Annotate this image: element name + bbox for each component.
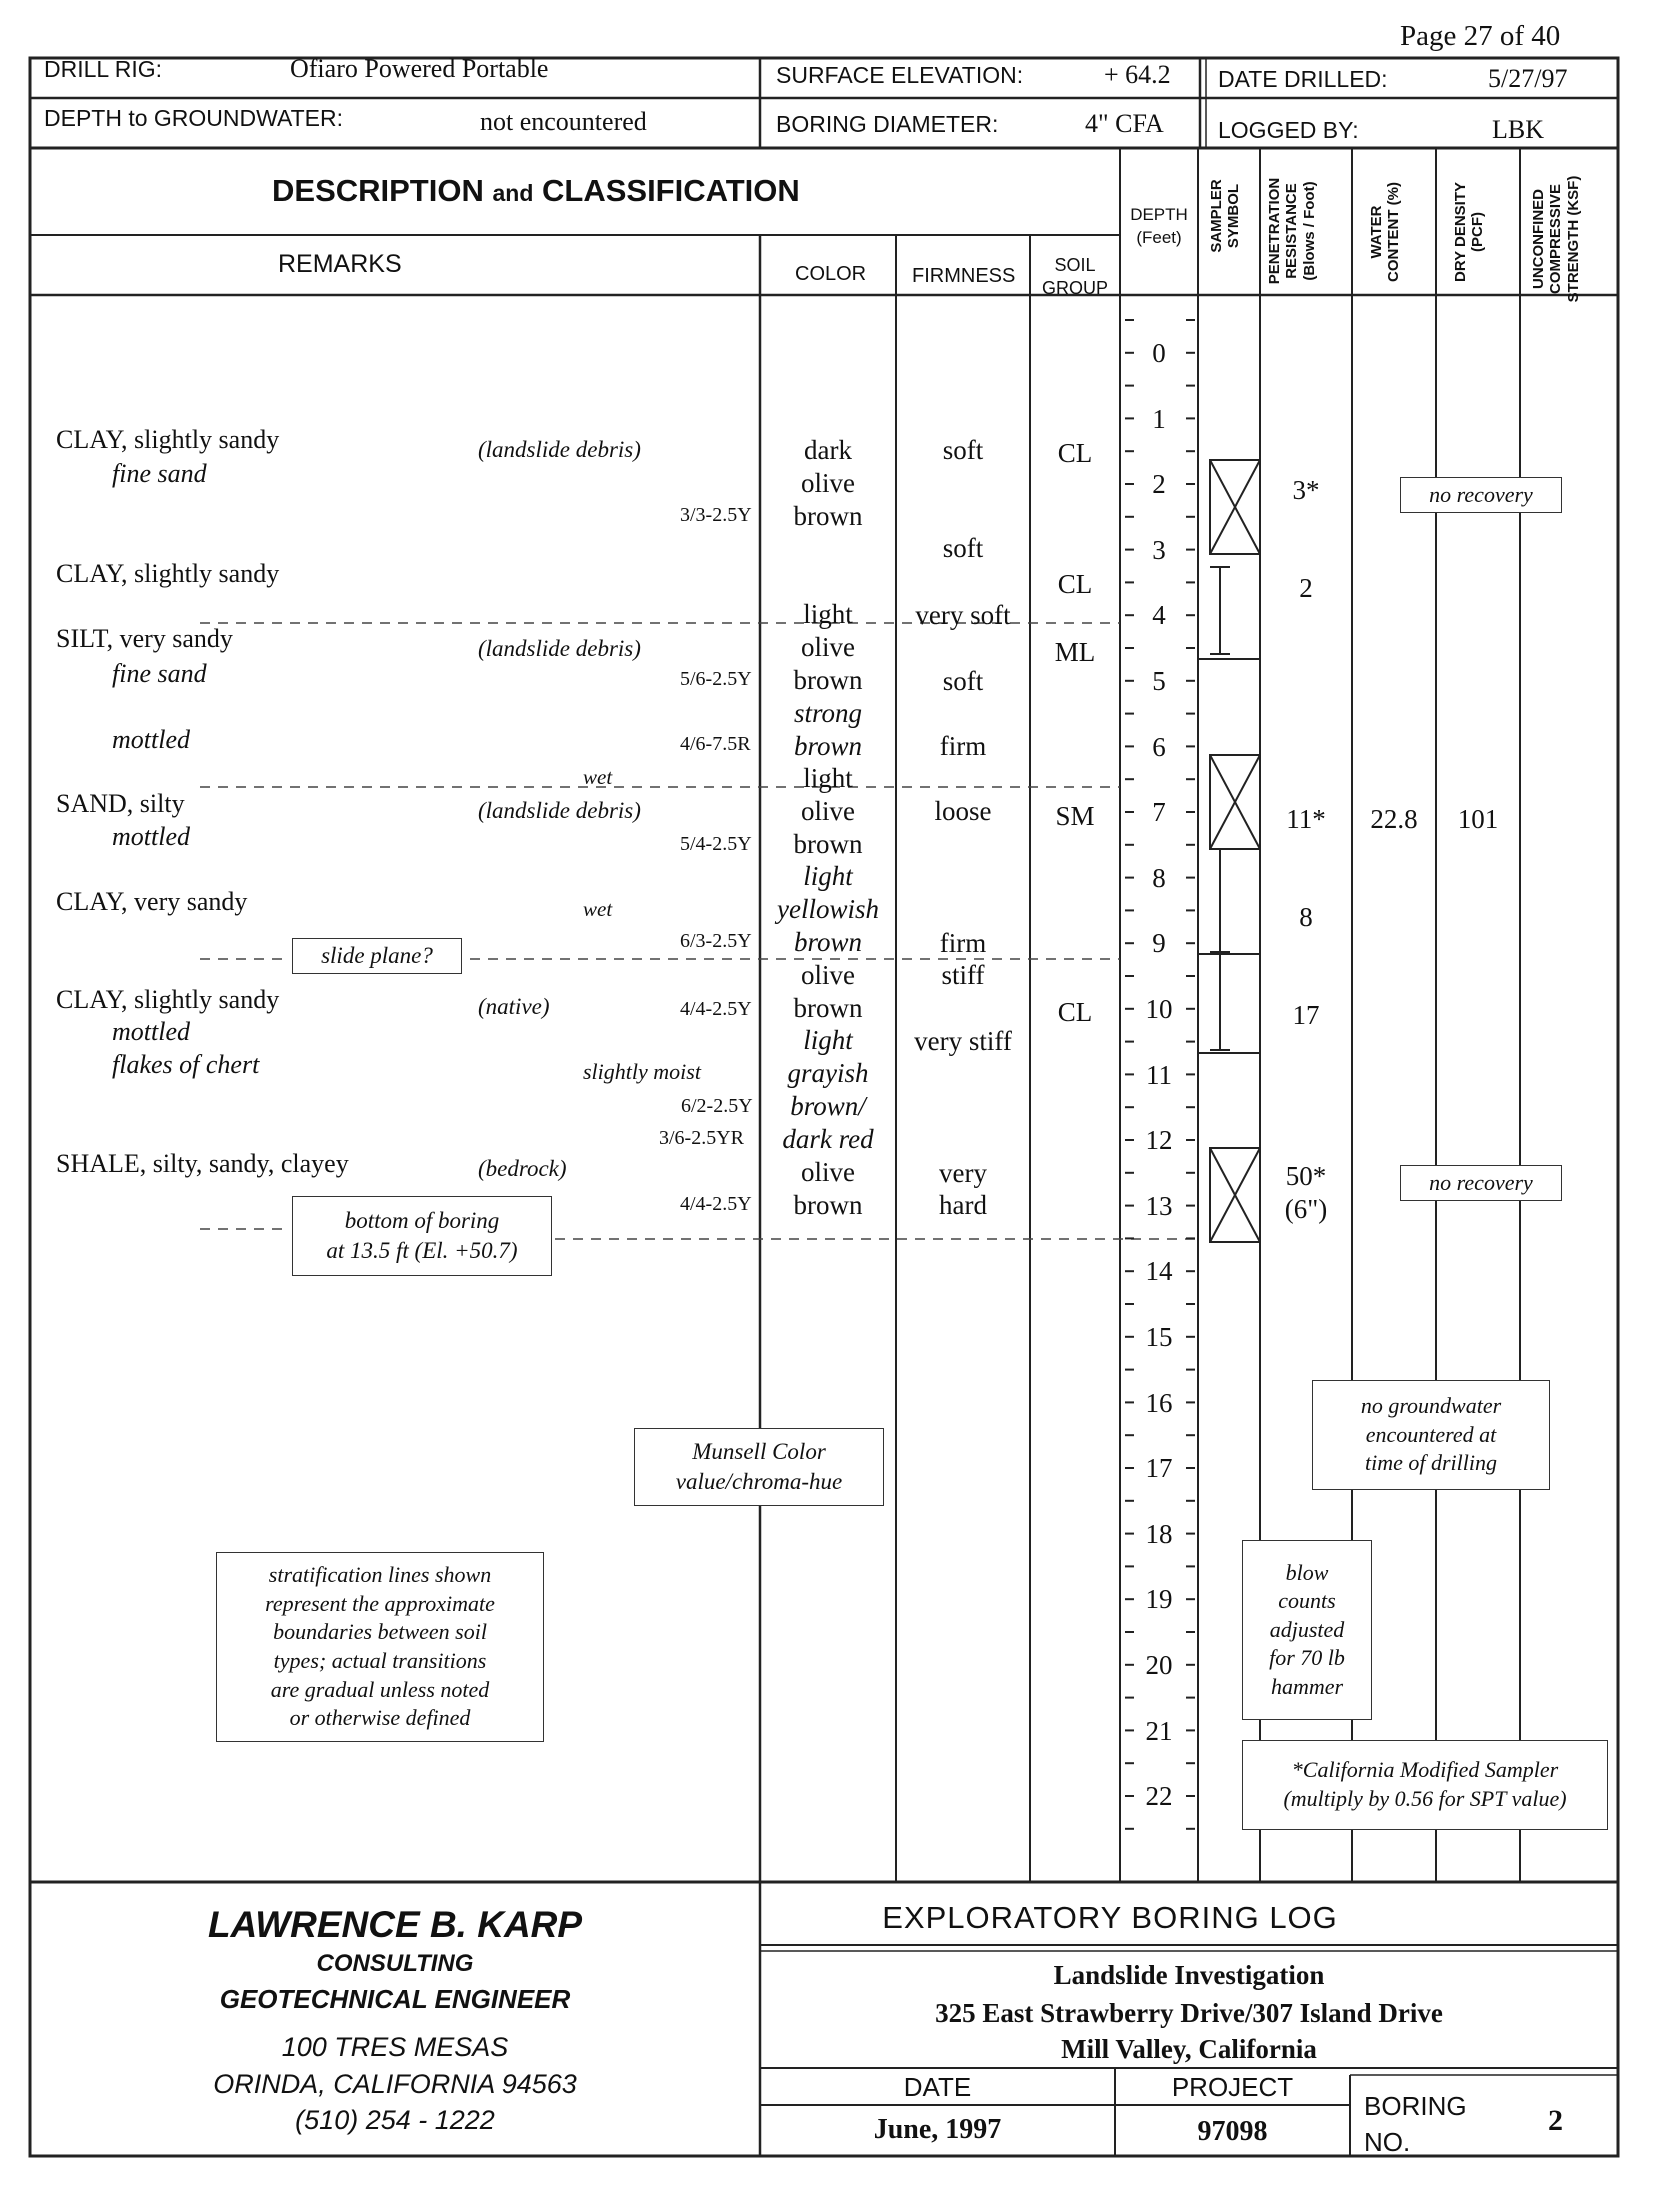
groundwater-value: not encountered [480, 107, 647, 136]
color-unit-2: light olive brown [793, 599, 863, 695]
groundwater-label: DEPTH to GROUNDWATER: [44, 105, 344, 131]
no-recovery-box-2: no recovery [1400, 1165, 1562, 1201]
desc-clay-4-mottled: mottled [112, 1017, 190, 1046]
project-address: 325 East Strawberry Drive/307 Island Drive [935, 1998, 1443, 2028]
desc-silt: SILT, very sandy [56, 624, 233, 653]
firmness-header: FIRMNESS [912, 265, 1016, 287]
firmness-4: soft [942, 666, 984, 696]
penetration-3: 11* [1286, 804, 1326, 834]
boring-diameter-value: 4" CFA [1085, 109, 1164, 138]
desc-clay-4-munsell: 4/4-2.5Y [680, 998, 752, 1020]
desc-silt-note: (landslide debris) [478, 636, 641, 661]
dry-density-1: 101 [1457, 804, 1499, 834]
desc-clay-4-note: (native) [478, 994, 550, 1019]
depth-label: 6 [1152, 731, 1166, 762]
company-sub-2: GEOTECHNICAL ENGINEER [219, 1984, 571, 2014]
soil-group-1: CL [1057, 438, 1093, 468]
boring-number: 2 [1548, 2104, 1563, 2137]
color-unit-1: dark olive brown [793, 435, 863, 531]
dry-density-header: DRY DENSITY (PCF) [1452, 181, 1487, 283]
desc-sand-wet: wet [583, 765, 613, 789]
color-unit-8: olive brown [793, 1157, 863, 1220]
soil-group-3: ML [1054, 637, 1096, 667]
sampler-header: SAMPLER SYMBOL [1208, 179, 1243, 253]
company-address-1: 100 TRES MESAS [281, 2032, 509, 2062]
company-sub-1: CONSULTING [316, 1950, 474, 1977]
munsell-note: Munsell Color value/chroma-hue [634, 1428, 884, 1506]
penetration-header: PENETRATION RESISTANCE (Blows / Foot) [1266, 177, 1318, 285]
firmness-9: very stiff [914, 1026, 1012, 1056]
desc-clay-4-chert: flakes of chert [112, 1050, 260, 1079]
penetration-5: 17 [1292, 1000, 1320, 1030]
firmness-3: very soft [915, 600, 1011, 630]
desc-clay-2: CLAY, slightly sandy [56, 559, 280, 588]
date-drilled-value: 5/27/97 [1488, 64, 1568, 93]
company-address-2: ORINDA, CALIFORNIA 94563 [213, 2069, 577, 2099]
desc-silt-mottled: mottled [112, 725, 190, 754]
firmness-2: soft [942, 533, 984, 563]
depth-label: 0 [1152, 338, 1166, 368]
desc-clay-3-wet: wet [583, 897, 613, 921]
blow-counts-note: blow counts adjusted for 70 lb hammer [1242, 1540, 1372, 1720]
desc-sand-note: (landslide debris) [478, 798, 641, 823]
depth-header: DEPTH (Feet) [1130, 205, 1188, 247]
stratification-note: stratification lines shown represent the approximate boundaries between soil types; actual transitions are gradual unless noted or otherwise defined [216, 1552, 544, 1742]
depth-label: 10 [1145, 994, 1173, 1024]
remarks-header: REMARKS [278, 250, 402, 278]
depth-label: 7 [1152, 797, 1166, 828]
color-unit-7: light grayish brown/ dark red [782, 1025, 874, 1154]
desc-silt-munsell: 5/6-2.5Y [680, 668, 752, 690]
firmness-6: loose [934, 796, 992, 826]
firmness-7: firm [939, 928, 987, 958]
desc-clay-4: CLAY, slightly sandy [56, 985, 280, 1014]
firmness-1: soft [942, 435, 984, 465]
description-title: DESCRIPTION and CLASSIFICATION [272, 173, 800, 208]
desc-shale-munsell: 4/4-2.5Y [680, 1193, 752, 1215]
project-label: PROJECT [1171, 2072, 1294, 2102]
penetration-2: 2 [1299, 573, 1313, 603]
desc-clay-1: CLAY, slightly sandy [56, 425, 280, 454]
project-city: Mill Valley, California [1061, 2034, 1317, 2064]
depth-label: 13 [1145, 1190, 1173, 1221]
penetration-4: 8 [1299, 902, 1313, 932]
desc-clay-1-fine: fine sand [112, 459, 207, 488]
project-name: Landslide Investigation [1053, 1960, 1325, 1990]
depth-label: 21 [1145, 1715, 1173, 1746]
california-sampler-note: *California Modified Sampler (multiply by 0.56 for SPT value) [1242, 1740, 1608, 1830]
desc-clay-1-note: (landslide debris) [478, 437, 641, 462]
no-recovery-box-1: no recovery [1400, 477, 1562, 513]
bottom-of-boring-box: bottom of boring at 13.5 ft (El. +50.7) [292, 1196, 552, 1276]
depth-label: 8 [1152, 862, 1166, 893]
desc-shale: SHALE, silty, sandy, clayey [56, 1149, 349, 1178]
surface-elevation-value: + 64.2 [1104, 60, 1171, 89]
depth-label: 4 [1152, 600, 1166, 631]
desc-clay-4-munsell-3: 3/6-2.5YR [659, 1127, 744, 1149]
firmness-11: hard [939, 1190, 987, 1220]
groundwater-note: no groundwater encountered at time of drilling [1312, 1380, 1550, 1490]
desc-clay-1-munsell: 3/3-2.5Y [680, 504, 752, 526]
date-label: DATE [903, 2072, 972, 2102]
depth-label: 18 [1145, 1518, 1173, 1549]
surface-elevation-label: SURFACE ELEVATION: [776, 62, 1024, 88]
water-content-1: 22.8 [1370, 804, 1418, 834]
boring-diameter-label: BORING DIAMETER: [776, 111, 999, 137]
soil-group-header: SOIL GROUP [1041, 255, 1108, 298]
depth-label: 12 [1145, 1125, 1173, 1156]
depth-label: 14 [1145, 1256, 1173, 1287]
soil-group-5: CL [1057, 997, 1093, 1027]
depth-label: 19 [1145, 1584, 1173, 1615]
logged-by-label: LOGGED BY: [1218, 117, 1359, 143]
page-number: Page 27 of 40 [1400, 20, 1561, 52]
desc-clay-3-munsell: 6/3-2.5Y [680, 930, 752, 952]
depth-label: 11 [1146, 1059, 1172, 1090]
soil-group-2: CL [1057, 569, 1093, 599]
desc-clay-3: CLAY, very sandy [56, 887, 248, 916]
desc-shale-note: (bedrock) [478, 1156, 567, 1181]
boring-label: BORING NO. [1364, 2091, 1467, 2157]
depth-label: 16 [1145, 1387, 1173, 1418]
firmness-5: firm [939, 731, 987, 761]
soil-group-4: SM [1055, 801, 1095, 831]
desc-silt-fine: fine sand [112, 659, 207, 688]
desc-clay-4-moist: slightly moist [583, 1059, 701, 1084]
penetration-7: (6") [1284, 1194, 1328, 1224]
depth-label: 2 [1152, 469, 1166, 500]
log-title: EXPLORATORY BORING LOG [882, 1900, 1338, 1935]
drill-rig-value: Ofiaro Powered Portable [290, 54, 549, 83]
ucs-header: UNCONFINED COMPRESSIVE STRENGTH (KSF) [1530, 175, 1582, 303]
company-phone: (510) 254 - 1222 [295, 2105, 495, 2135]
depth-label: 17 [1145, 1453, 1173, 1484]
penetration-6: 50* [1285, 1161, 1327, 1191]
sampler-separators [1198, 659, 1260, 1053]
depth-label: 5 [1152, 666, 1166, 696]
penetration-1: 3* [1292, 475, 1320, 505]
depth-label: 1 [1152, 403, 1166, 434]
depth-label: 3 [1152, 534, 1166, 565]
desc-clay-4-munsell-2: 6/2-2.5Y [681, 1095, 753, 1117]
logged-by-value: LBK [1492, 115, 1544, 144]
date-value: June, 1997 [873, 2114, 1002, 2145]
color-unit-3: strong brown [793, 698, 862, 761]
depth-label: 15 [1145, 1322, 1173, 1352]
desc-silt-munsell-2: 4/6-7.5R [680, 733, 751, 755]
color-unit-4: light olive brown [793, 763, 863, 859]
project-value: 97098 [1197, 2116, 1268, 2147]
company-name: LAWRENCE B. KARP [207, 1904, 583, 1945]
date-drilled-label: DATE DRILLED: [1218, 66, 1388, 92]
drill-rig-label: DRILL RIG: [44, 56, 163, 82]
desc-sand-munsell: 5/4-2.5Y [680, 833, 752, 855]
color-header: COLOR [795, 263, 867, 285]
desc-sand: SAND, silty [56, 789, 185, 818]
desc-sand-mottled: mottled [112, 822, 190, 851]
color-unit-5: light yellowish brown [777, 861, 879, 957]
slide-plane-box: slide plane? [292, 938, 462, 974]
color-unit-6: olive brown [793, 960, 863, 1023]
depth-label: 22 [1145, 1781, 1173, 1812]
firmness-10: very [939, 1158, 987, 1188]
firmness-8: stiff [941, 960, 985, 990]
depth-label: 9 [1152, 928, 1166, 959]
depth-label: 20 [1145, 1650, 1173, 1680]
water-header: WATER CONTENT (%) [1368, 182, 1403, 282]
